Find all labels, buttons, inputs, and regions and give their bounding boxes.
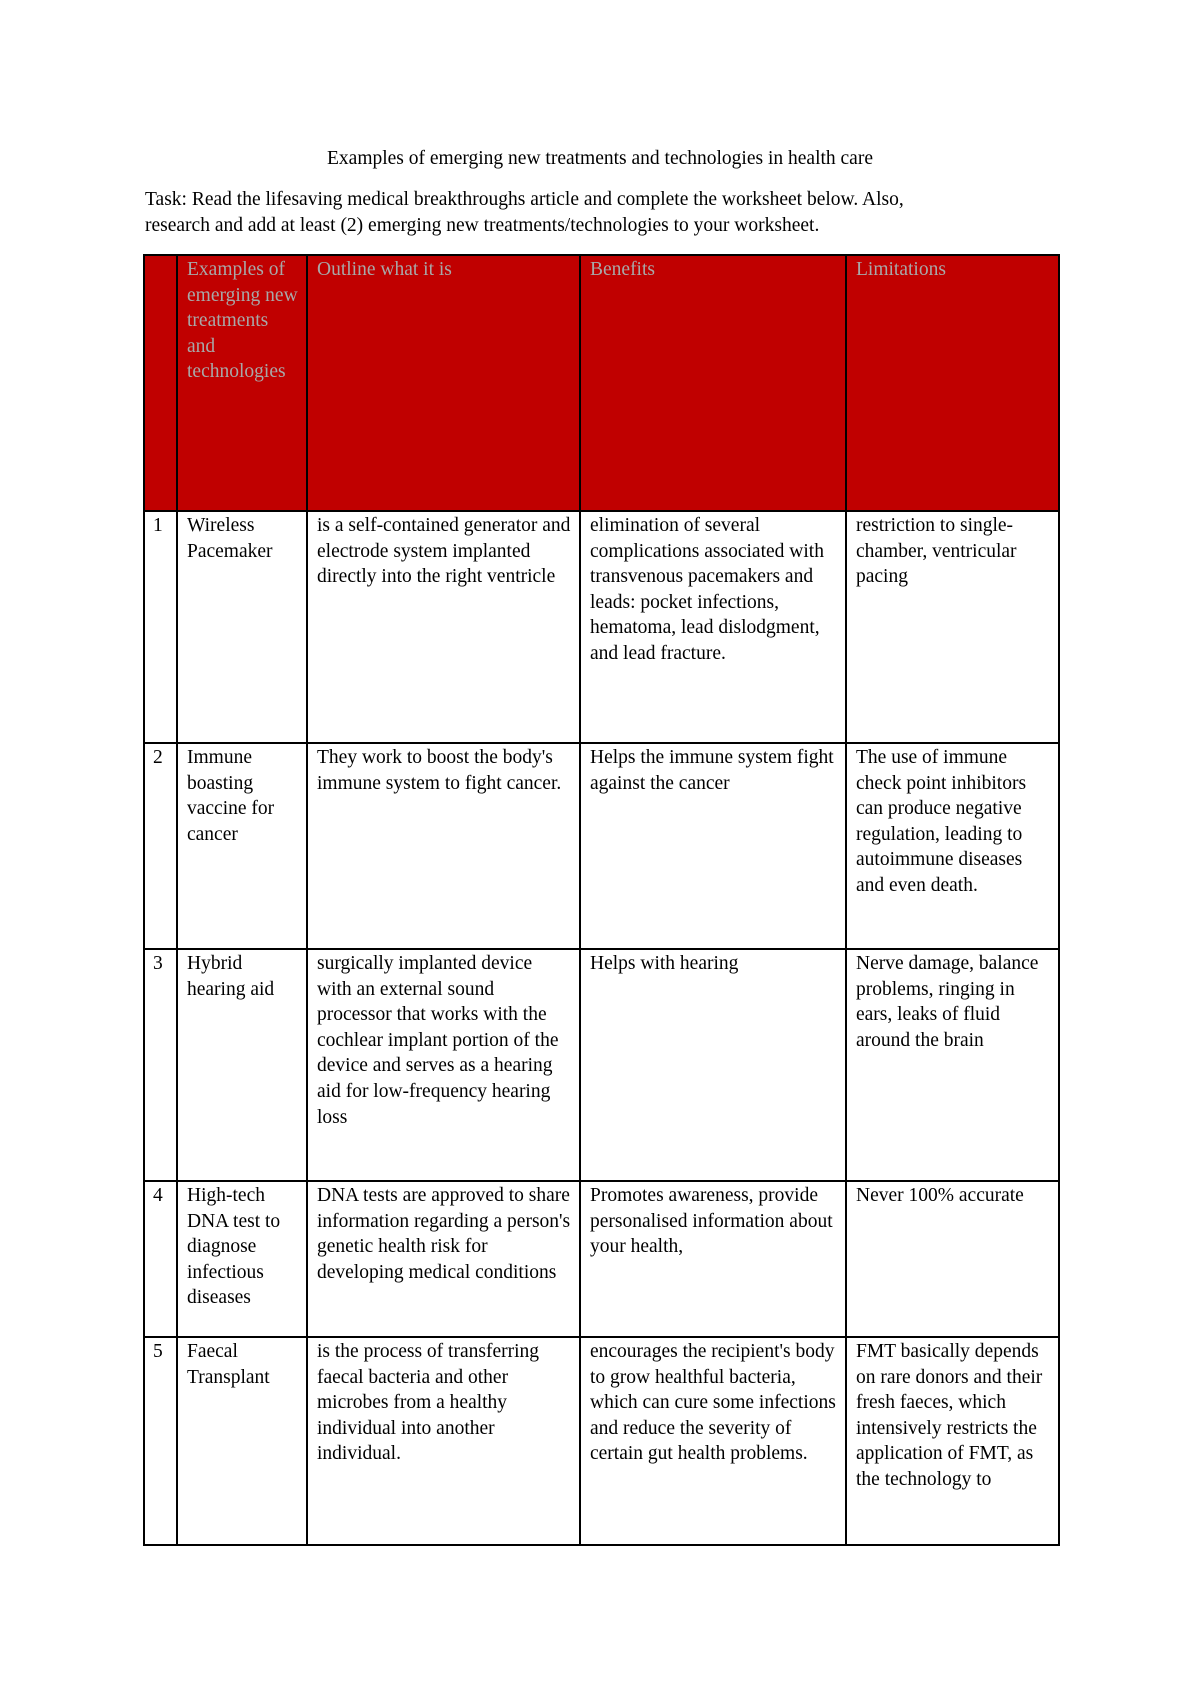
outline-cell: DNA tests are approved to share information regarding a person's genetic health risk for developing medical conditions <box>307 1181 580 1337</box>
header-number-cell <box>144 255 177 511</box>
benefits-cell: elimination of several complications associated with transvenous pacemakers and leads: pocket infections, hematoma, lead dislodgment, and lead fracture. <box>580 511 846 743</box>
header-benefits-cell <box>580 255 846 511</box>
task-line-1: Task: Read the lifesaving medical breakthroughs article and complete the worksheet below. Also, <box>145 189 904 210</box>
example-cell: Hybrid hearing aid <box>177 949 307 1181</box>
benefits-cell: encourages the recipient's body to grow healthful bacteria, which can cure some infections and reduce the severity of certain gut health problems. <box>580 1337 846 1545</box>
header-outline-label: Outline what it is <box>317 259 452 280</box>
benefits-cell: Helps with hearing <box>580 949 846 1181</box>
outline-cell: surgically implanted device with an external sound processor that works with the cochlear implant portion of the device and serves as a hearing aid for low-frequency hearing loss <box>307 949 580 1181</box>
row-number-cell: 3 <box>144 949 177 1181</box>
table-row <box>144 1181 1059 1337</box>
row-number-cell: 1 <box>144 511 177 743</box>
table-row <box>144 511 1059 743</box>
header-benefits-label: Benefits <box>590 259 655 280</box>
outline-cell: is the process of transferring faecal bacteria and other microbes from a healthy individual into another individual. <box>307 1337 580 1545</box>
header-examples-label: Examples of emerging new treatments and technologies <box>187 259 298 383</box>
outline-cell: is a self-contained generator and electrode system implanted directly into the right ventricle <box>307 511 580 743</box>
header-examples-cell <box>177 255 307 511</box>
row-number-cell: 2 <box>144 743 177 949</box>
example-cell: High-tech DNA test to diagnose infectious diseases <box>177 1181 307 1337</box>
limitations-cell: Nerve damage, balance problems, ringing in ears, leaks of fluid around the brain <box>846 949 1059 1181</box>
example-cell: Faecal Transplant <box>177 1337 307 1545</box>
row-number-cell: 4 <box>144 1181 177 1337</box>
limitations-cell: FMT basically depends on rare donors and their fresh faeces, which intensively restricts the application of FMT, as the technology to <box>846 1337 1059 1545</box>
example-cell: Wireless Pacemaker <box>177 511 307 743</box>
limitations-cell: The use of immune check point inhibitors can produce negative regulation, leading to autoimmune diseases and even death. <box>846 743 1059 949</box>
header-outline-cell <box>307 255 580 511</box>
task-instructions <box>145 187 1065 239</box>
table-row <box>144 1337 1059 1545</box>
worksheet-table <box>143 254 1060 1546</box>
table-row <box>144 743 1059 949</box>
outline-cell: They work to boost the body's immune system to fight cancer. <box>307 743 580 949</box>
example-cell: Immune boasting vaccine for cancer <box>177 743 307 949</box>
task-line-2: research and add at least (2) emerging new treatments/technologies to your worksheet. <box>145 215 820 236</box>
limitations-cell: restriction to single-chamber, ventricular pacing <box>846 511 1059 743</box>
header-limitations-label: Limitations <box>856 259 946 280</box>
limitations-cell: Never 100% accurate <box>846 1181 1059 1337</box>
page-title: Examples of emerging new treatments and technologies in health care <box>327 148 873 169</box>
header-limitations-cell <box>846 255 1059 511</box>
benefits-cell: Promotes awareness, provide personalised information about your health, <box>580 1181 846 1337</box>
benefits-cell: Helps the immune system fight against the cancer <box>580 743 846 949</box>
table-header-row <box>144 255 1059 511</box>
row-number-cell: 5 <box>144 1337 177 1545</box>
table-row <box>144 949 1059 1181</box>
